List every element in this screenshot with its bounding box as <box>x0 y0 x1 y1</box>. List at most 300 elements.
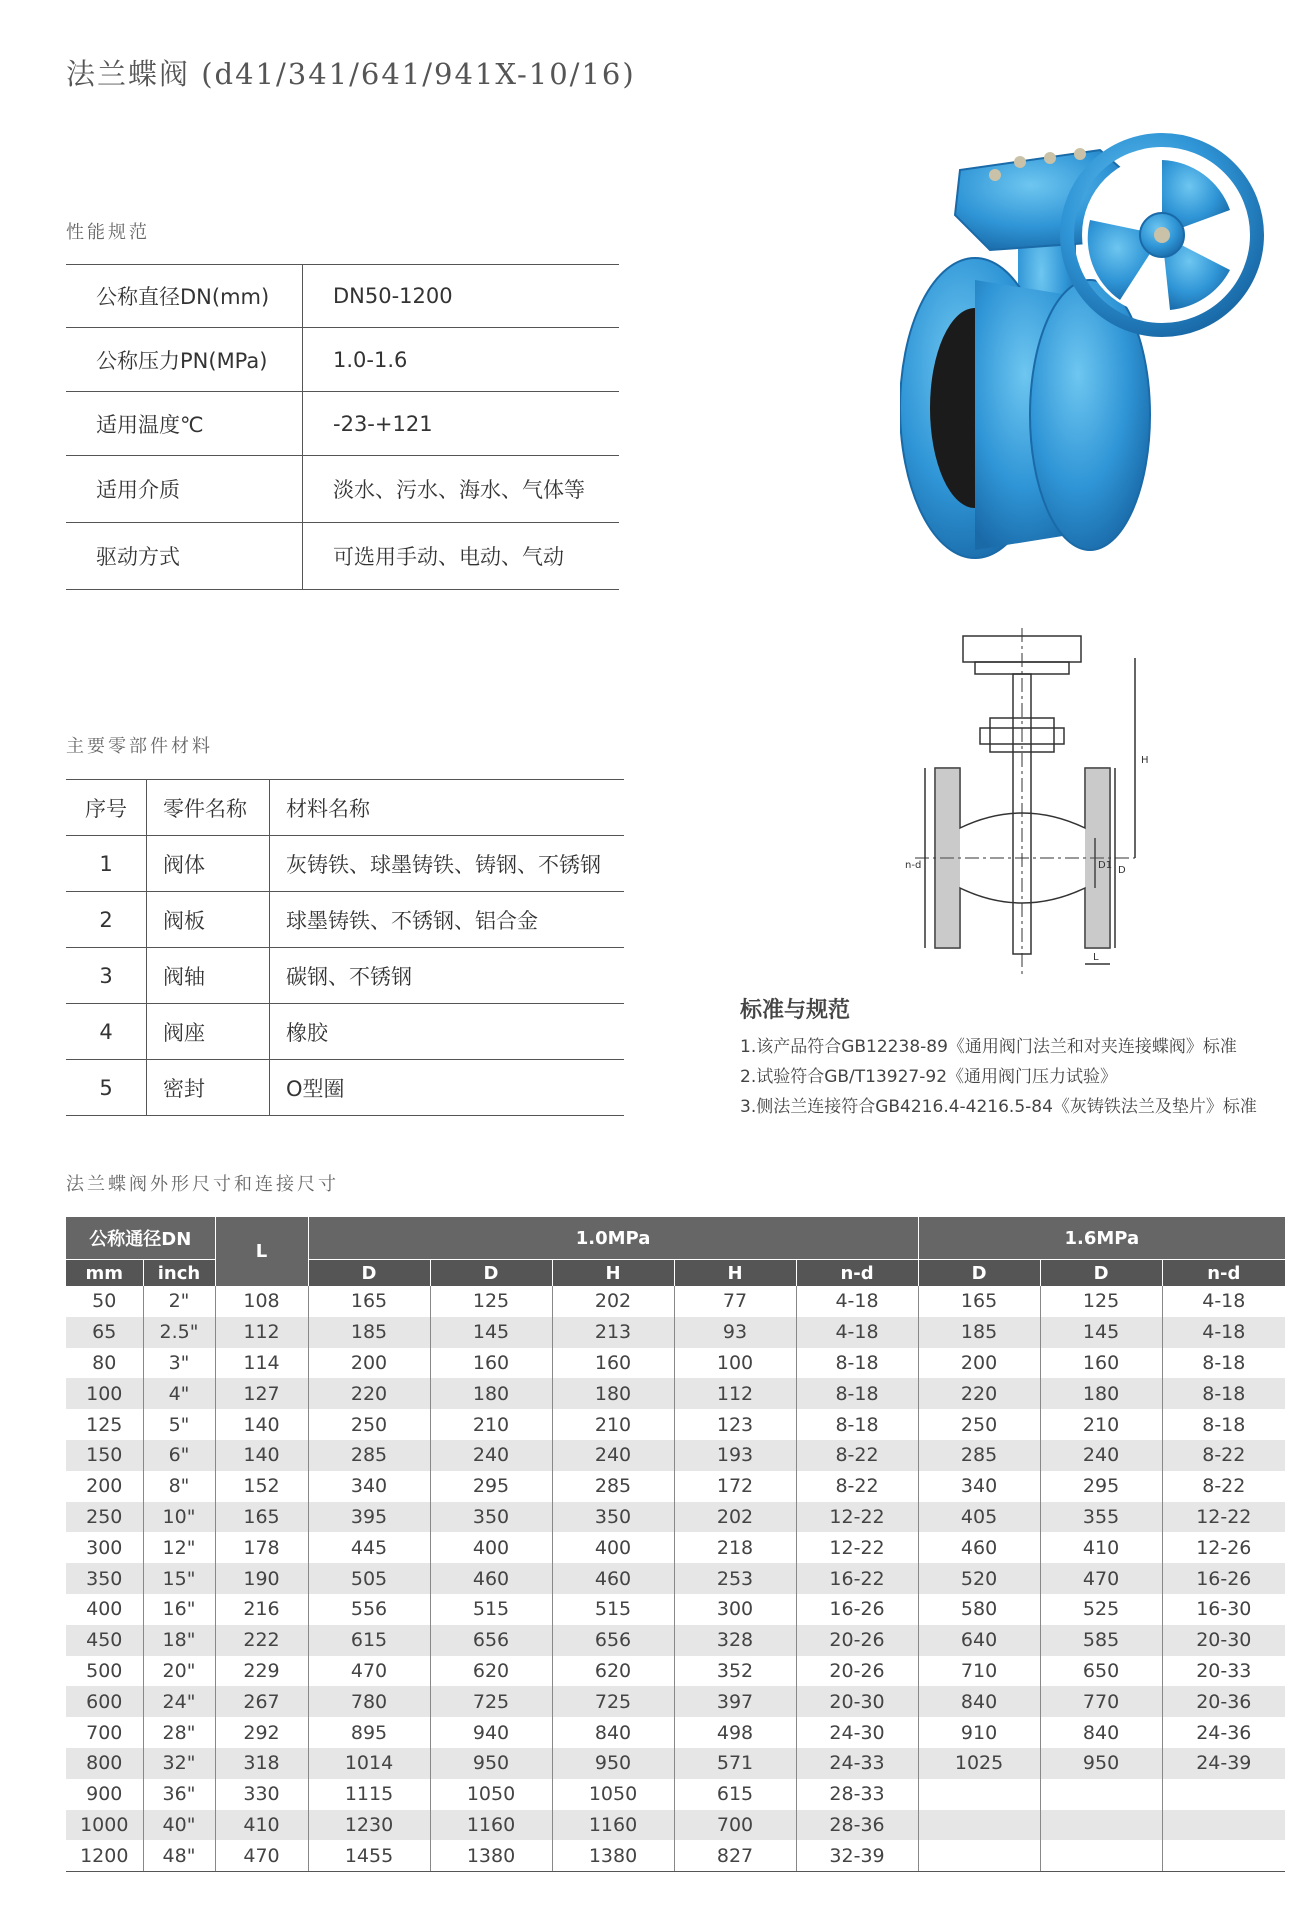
header-1-0mpa: 1.0MPa <box>308 1217 918 1260</box>
table-row <box>66 1594 1285 1625</box>
table-cell: 352 <box>674 1656 796 1687</box>
table-cell: 1115 <box>308 1779 430 1810</box>
table-cell: 16-26 <box>1162 1563 1285 1594</box>
table-cell: 160 <box>430 1348 552 1379</box>
table-cell: 8-22 <box>796 1471 918 1502</box>
label-H: H <box>1141 755 1149 766</box>
table-cell <box>1040 1840 1162 1871</box>
table-cell: 202 <box>552 1286 674 1317</box>
header-inch: inch <box>143 1260 215 1287</box>
table-cell: 77 <box>674 1286 796 1317</box>
table-cell <box>918 1779 1040 1810</box>
table-cell: 650 <box>1040 1656 1162 1687</box>
table-cell: 410 <box>215 1810 308 1841</box>
cell-index: 2 <box>66 892 147 948</box>
table-cell: 216 <box>215 1594 308 1625</box>
table-cell <box>1162 1779 1285 1810</box>
header-dn: 公称通径DN <box>66 1217 215 1260</box>
table-cell: 16-30 <box>1162 1594 1285 1625</box>
table-row <box>66 1502 1285 1533</box>
table-cell: 498 <box>674 1717 796 1748</box>
table-cell: 500 <box>66 1656 143 1687</box>
table-cell: 140 <box>215 1409 308 1440</box>
table-cell: 656 <box>430 1625 552 1656</box>
table-cell: 28" <box>143 1717 215 1748</box>
table-row <box>66 1779 1285 1810</box>
table-row <box>66 1440 1285 1471</box>
standards-line: 1.该产品符合GB12238-89《通用阀门法兰和对夹连接蝶阀》标准 <box>740 1037 1237 1057</box>
table-cell: 700 <box>66 1717 143 1748</box>
table-cell: 20-33 <box>1162 1656 1285 1687</box>
table-cell: 210 <box>1040 1409 1162 1440</box>
table-cell: 470 <box>1040 1563 1162 1594</box>
header-index: 序号 <box>66 780 147 836</box>
table-cell: 210 <box>552 1409 674 1440</box>
table-cell: 395 <box>308 1502 430 1533</box>
table-cell: 397 <box>674 1686 796 1717</box>
table-row <box>66 1625 1285 1656</box>
table-cell: 165 <box>215 1502 308 1533</box>
table-cell: 330 <box>215 1779 308 1810</box>
table-cell: 8-18 <box>796 1378 918 1409</box>
table-cell: 220 <box>308 1378 430 1409</box>
header-nd: n-d <box>796 1260 918 1287</box>
cell-part: 阀座 <box>147 1004 270 1060</box>
standards-line: 2.试验符合GB/T13927-92《通用阀门压力试验》 <box>740 1067 1118 1087</box>
standards-line: 3.侧法兰连接符合GB4216.4-4216.5-84《灰铸铁法兰及垫片》标准 <box>740 1097 1257 1117</box>
table-cell: 16-26 <box>796 1594 918 1625</box>
header-part: 零件名称 <box>147 780 270 836</box>
table-cell: 940 <box>430 1717 552 1748</box>
table-cell: 8" <box>143 1471 215 1502</box>
table-cell: 620 <box>430 1656 552 1687</box>
table-cell: 145 <box>430 1317 552 1348</box>
table-cell: 15" <box>143 1563 215 1594</box>
table-cell: 10" <box>143 1502 215 1533</box>
table-cell: 200 <box>66 1471 143 1502</box>
table-cell: 1380 <box>430 1840 552 1871</box>
table-cell: 6" <box>143 1440 215 1471</box>
header-nd: n-d <box>1162 1260 1285 1287</box>
table-cell: 8-18 <box>796 1348 918 1379</box>
cell-material: O型圈 <box>270 1060 625 1116</box>
table-cell: 4-18 <box>1162 1317 1285 1348</box>
table-cell: 800 <box>66 1748 143 1779</box>
table-cell: 470 <box>215 1840 308 1871</box>
cell-material: 橡胶 <box>270 1004 625 1060</box>
table-cell: 112 <box>674 1378 796 1409</box>
spec-key: 适用介质 <box>66 456 303 523</box>
table-cell: 210 <box>430 1409 552 1440</box>
table-cell: 3" <box>143 1348 215 1379</box>
table-cell: 100 <box>674 1348 796 1379</box>
table-row <box>66 1686 1285 1717</box>
table-row <box>66 1563 1285 1594</box>
table-cell: 620 <box>552 1656 674 1687</box>
table-cell: 150 <box>66 1440 143 1471</box>
table-cell: 202 <box>674 1502 796 1533</box>
spec-value: 可选用手动、电动、气动 <box>303 523 620 590</box>
table-cell <box>1162 1840 1285 1871</box>
table-cell: 240 <box>430 1440 552 1471</box>
spec-key: 公称压力PN(MPa) <box>66 328 303 392</box>
table-cell: 40" <box>143 1810 215 1841</box>
table-cell: 18" <box>143 1625 215 1656</box>
table-cell: 240 <box>552 1440 674 1471</box>
table-cell: 505 <box>308 1563 430 1594</box>
table-row <box>66 1286 1285 1317</box>
table-cell: 229 <box>215 1656 308 1687</box>
table-cell: 355 <box>1040 1502 1162 1533</box>
table-cell: 450 <box>66 1625 143 1656</box>
table-cell: 12-26 <box>1162 1532 1285 1563</box>
header-h: H <box>552 1260 674 1287</box>
table-cell: 213 <box>552 1317 674 1348</box>
table-cell: 600 <box>66 1686 143 1717</box>
table-cell: 895 <box>308 1717 430 1748</box>
table-cell: 318 <box>215 1748 308 1779</box>
table-cell: 1160 <box>552 1810 674 1841</box>
table-cell: 1380 <box>552 1840 674 1871</box>
table-cell: 220 <box>918 1378 1040 1409</box>
spec-value: -23-+121 <box>303 392 620 456</box>
table-cell: 292 <box>215 1717 308 1748</box>
table-cell: 350 <box>66 1563 143 1594</box>
table-cell: 460 <box>552 1563 674 1594</box>
table-cell: 1230 <box>308 1810 430 1841</box>
table-cell: 108 <box>215 1286 308 1317</box>
table-cell: 125 <box>430 1286 552 1317</box>
table-cell: 140 <box>215 1440 308 1471</box>
table-cell: 185 <box>308 1317 430 1348</box>
table-cell: 160 <box>1040 1348 1162 1379</box>
table-row <box>66 328 619 392</box>
table-cell: 300 <box>66 1532 143 1563</box>
table-cell: 515 <box>430 1594 552 1625</box>
table-cell: 520 <box>918 1563 1040 1594</box>
table-cell: 5" <box>143 1409 215 1440</box>
table-cell: 328 <box>674 1625 796 1656</box>
table-cell: 515 <box>552 1594 674 1625</box>
table-cell: 460 <box>918 1532 1040 1563</box>
header-d: D <box>308 1260 430 1287</box>
table-row <box>66 392 619 456</box>
table-cell: 200 <box>308 1348 430 1379</box>
table-cell: 267 <box>215 1686 308 1717</box>
table-cell: 125 <box>66 1409 143 1440</box>
spec-value: DN50-1200 <box>303 265 620 328</box>
cell-material: 灰铸铁、球墨铸铁、铸钢、不锈钢 <box>270 836 625 892</box>
table-cell: 1160 <box>430 1810 552 1841</box>
table-row <box>66 523 619 590</box>
table-cell: 190 <box>215 1563 308 1594</box>
table-cell: 250 <box>66 1502 143 1533</box>
table-cell: 20-30 <box>1162 1625 1285 1656</box>
table-row <box>66 1348 1285 1379</box>
table-cell <box>1040 1810 1162 1841</box>
table-cell: 460 <box>430 1563 552 1594</box>
table-cell: 340 <box>308 1471 430 1502</box>
table-cell: 410 <box>1040 1532 1162 1563</box>
cell-part: 阀轴 <box>147 948 270 1004</box>
table-cell: 12-22 <box>1162 1502 1285 1533</box>
table-cell: 127 <box>215 1378 308 1409</box>
table-row <box>66 265 619 328</box>
table-cell: 585 <box>1040 1625 1162 1656</box>
header-material: 材料名称 <box>270 780 625 836</box>
table-row <box>66 836 624 892</box>
spec-value: 淡水、污水、海水、气体等 <box>303 456 620 523</box>
table-cell: 12-22 <box>796 1532 918 1563</box>
table-cell: 710 <box>918 1656 1040 1687</box>
table-cell: 285 <box>918 1440 1040 1471</box>
table-cell: 172 <box>674 1471 796 1502</box>
cell-index: 1 <box>66 836 147 892</box>
table-cell: 1050 <box>430 1779 552 1810</box>
table-cell: 400 <box>430 1532 552 1563</box>
table-cell: 93 <box>674 1317 796 1348</box>
valve-product-image <box>900 130 1280 570</box>
table-cell: 200 <box>918 1348 1040 1379</box>
performance-table <box>66 264 619 590</box>
table-cell: 770 <box>1040 1686 1162 1717</box>
table-row <box>66 1060 624 1116</box>
table-cell: 80 <box>66 1348 143 1379</box>
table-header-row <box>66 780 624 836</box>
cell-part: 阀板 <box>147 892 270 948</box>
table-cell: 4-18 <box>796 1286 918 1317</box>
dimensions-heading: 法兰蝶阀外形尺寸和连接尺寸 <box>66 1174 339 1195</box>
performance-heading: 性能规范 <box>66 222 150 243</box>
table-cell: 4-18 <box>1162 1286 1285 1317</box>
table-cell: 340 <box>918 1471 1040 1502</box>
table-cell: 285 <box>308 1440 430 1471</box>
table-cell: 8-18 <box>796 1409 918 1440</box>
table-cell: 193 <box>674 1440 796 1471</box>
table-cell: 112 <box>215 1317 308 1348</box>
table-cell: 400 <box>66 1594 143 1625</box>
table-cell: 114 <box>215 1348 308 1379</box>
table-cell: 24-33 <box>796 1748 918 1779</box>
table-cell: 165 <box>308 1286 430 1317</box>
table-cell: 250 <box>918 1409 1040 1440</box>
table-cell: 16" <box>143 1594 215 1625</box>
cell-index: 5 <box>66 1060 147 1116</box>
table-cell: 840 <box>552 1717 674 1748</box>
table-cell: 125 <box>1040 1286 1162 1317</box>
table-cell: 50 <box>66 1286 143 1317</box>
table-row <box>66 1840 1285 1871</box>
spec-value: 1.0-1.6 <box>303 328 620 392</box>
table-cell: 65 <box>66 1317 143 1348</box>
table-cell: 640 <box>918 1625 1040 1656</box>
table-cell: 12-22 <box>796 1502 918 1533</box>
table-cell <box>1162 1810 1285 1841</box>
table-cell: 100 <box>66 1378 143 1409</box>
label-D1: D1 <box>1098 860 1113 871</box>
table-cell: 780 <box>308 1686 430 1717</box>
table-cell: 1000 <box>66 1810 143 1841</box>
table-row <box>66 1471 1285 1502</box>
table-cell: 525 <box>1040 1594 1162 1625</box>
table-cell: 725 <box>552 1686 674 1717</box>
table-row <box>66 1409 1285 1440</box>
cell-material: 球墨铸铁、不锈钢、铝合金 <box>270 892 625 948</box>
table-cell: 445 <box>308 1532 430 1563</box>
table-cell: 2.5" <box>143 1317 215 1348</box>
dimensions-table-body <box>66 1286 1285 1872</box>
materials-heading: 主要零部件材料 <box>66 736 213 757</box>
table-cell: 178 <box>215 1532 308 1563</box>
table-cell: 8-18 <box>1162 1378 1285 1409</box>
table-cell: 240 <box>1040 1440 1162 1471</box>
header-l: L <box>215 1217 308 1286</box>
table-cell: 24-39 <box>1162 1748 1285 1779</box>
table-group-header-row <box>66 1217 1285 1260</box>
table-cell: 350 <box>552 1502 674 1533</box>
table-cell: 1200 <box>66 1840 143 1871</box>
table-cell: 20" <box>143 1656 215 1687</box>
table-cell: 24" <box>143 1686 215 1717</box>
table-cell: 185 <box>918 1317 1040 1348</box>
table-cell: 1050 <box>552 1779 674 1810</box>
table-cell: 123 <box>674 1409 796 1440</box>
cell-part: 密封 <box>147 1060 270 1116</box>
table-row <box>66 948 624 1004</box>
table-cell: 1014 <box>308 1748 430 1779</box>
table-cell <box>918 1840 1040 1871</box>
table-cell: 656 <box>552 1625 674 1656</box>
table-cell: 285 <box>552 1471 674 1502</box>
table-cell: 8-22 <box>1162 1440 1285 1471</box>
table-cell: 32-39 <box>796 1840 918 1871</box>
table-cell: 1025 <box>918 1748 1040 1779</box>
table-cell: 1455 <box>308 1840 430 1871</box>
table-row <box>66 1378 1285 1409</box>
table-cell: 840 <box>1040 1717 1162 1748</box>
header-d: D <box>1040 1260 1162 1287</box>
table-cell: 556 <box>308 1594 430 1625</box>
table-cell: 300 <box>674 1594 796 1625</box>
table-cell: 36" <box>143 1779 215 1810</box>
table-cell: 32" <box>143 1748 215 1779</box>
table-cell: 20-36 <box>1162 1686 1285 1717</box>
table-cell: 160 <box>552 1348 674 1379</box>
header-1-6mpa: 1.6MPa <box>918 1217 1285 1260</box>
table-cell: 827 <box>674 1840 796 1871</box>
header-d: D <box>918 1260 1040 1287</box>
table-row <box>66 1004 624 1060</box>
table-cell: 12" <box>143 1532 215 1563</box>
table-cell: 615 <box>674 1779 796 1810</box>
table-cell: 20-30 <box>796 1686 918 1717</box>
table-cell: 295 <box>1040 1471 1162 1502</box>
table-row <box>66 456 619 523</box>
table-cell: 218 <box>674 1532 796 1563</box>
table-cell: 580 <box>918 1594 1040 1625</box>
table-row <box>66 1717 1285 1748</box>
cell-index: 4 <box>66 1004 147 1060</box>
spec-key: 公称直径DN(mm) <box>66 265 303 328</box>
materials-table <box>66 779 624 1116</box>
label-L: L <box>1093 952 1099 963</box>
table-cell: 16-22 <box>796 1563 918 1594</box>
table-cell: 180 <box>1040 1378 1162 1409</box>
table-row <box>66 1656 1285 1687</box>
table-cell: 165 <box>918 1286 1040 1317</box>
label-nd: n-d <box>905 860 922 871</box>
table-cell: 250 <box>308 1409 430 1440</box>
table-cell: 152 <box>215 1471 308 1502</box>
table-cell: 615 <box>308 1625 430 1656</box>
table-cell: 28-33 <box>796 1779 918 1810</box>
table-cell: 950 <box>430 1748 552 1779</box>
header-mm: mm <box>66 1260 143 1287</box>
table-cell: 350 <box>430 1502 552 1533</box>
table-cell: 840 <box>918 1686 1040 1717</box>
table-cell: 950 <box>552 1748 674 1779</box>
table-cell: 295 <box>430 1471 552 1502</box>
table-cell: 4" <box>143 1378 215 1409</box>
table-cell: 20-26 <box>796 1656 918 1687</box>
table-row <box>66 1810 1285 1841</box>
table-cell: 900 <box>66 1779 143 1810</box>
table-cell: 4-18 <box>796 1317 918 1348</box>
table-cell <box>1040 1779 1162 1810</box>
table-cell: 8-18 <box>1162 1409 1285 1440</box>
table-cell: 145 <box>1040 1317 1162 1348</box>
table-cell: 405 <box>918 1502 1040 1533</box>
table-cell: 8-18 <box>1162 1348 1285 1379</box>
table-cell: 8-22 <box>796 1440 918 1471</box>
table-cell: 571 <box>674 1748 796 1779</box>
table-cell: 222 <box>215 1625 308 1656</box>
table-cell: 700 <box>674 1810 796 1841</box>
table-cell: 24-36 <box>1162 1717 1285 1748</box>
table-row <box>66 1317 1285 1348</box>
table-cell: 20-26 <box>796 1625 918 1656</box>
page-title: 法兰蝶阀 (d41/341/641/941X-10/16) <box>66 57 636 91</box>
table-cell: 48" <box>143 1840 215 1871</box>
cell-index: 3 <box>66 948 147 1004</box>
spec-key: 适用温度℃ <box>66 392 303 456</box>
valve-section-drawing <box>895 628 1165 974</box>
table-cell <box>918 1810 1040 1841</box>
table-cell: 24-30 <box>796 1717 918 1748</box>
table-cell: 180 <box>430 1378 552 1409</box>
table-cell: 400 <box>552 1532 674 1563</box>
table-row <box>66 1748 1285 1779</box>
table-cell: 950 <box>1040 1748 1162 1779</box>
table-cell: 725 <box>430 1686 552 1717</box>
standards-title: 标准与规范 <box>740 998 851 1023</box>
dimensions-table <box>66 1217 1285 1872</box>
header-d: D <box>430 1260 552 1287</box>
table-row <box>66 892 624 948</box>
header-h: H <box>674 1260 796 1287</box>
table-cell: 253 <box>674 1563 796 1594</box>
cell-material: 碳钢、不锈钢 <box>270 948 625 1004</box>
table-cell: 180 <box>552 1378 674 1409</box>
table-cell: 2" <box>143 1286 215 1317</box>
cell-part: 阀体 <box>147 836 270 892</box>
label-D: D <box>1118 865 1126 876</box>
spec-key: 驱动方式 <box>66 523 303 590</box>
table-row <box>66 1532 1285 1563</box>
table-cell: 470 <box>308 1656 430 1687</box>
table-cell: 8-22 <box>1162 1471 1285 1502</box>
table-cell: 28-36 <box>796 1810 918 1841</box>
